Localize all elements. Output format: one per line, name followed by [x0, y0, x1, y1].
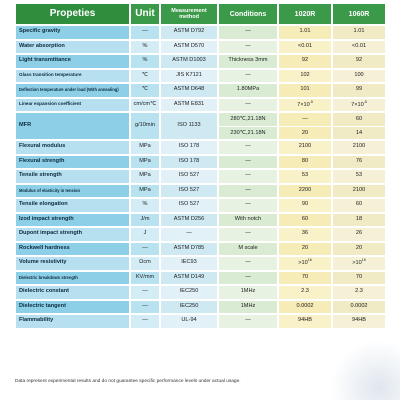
table-row [15, 213, 386, 228]
table-row [15, 271, 386, 286]
method-cell: ASTM D648 [160, 83, 218, 98]
property-name: Water absorption [15, 40, 130, 55]
table-row [15, 184, 386, 199]
header-grade-2: 1060R [332, 3, 386, 25]
method-cell: ISO 527 [160, 169, 218, 184]
unit-cell: J/m [130, 213, 160, 228]
grade-1-value: 0.0002 [278, 300, 332, 315]
property-name: Rockwell hardness [15, 242, 130, 257]
value-exponent: 16 [307, 258, 312, 263]
grade-2-value: 2100 [332, 184, 386, 199]
grade-1-value: 53 [278, 169, 332, 184]
grade-2-value: 70 [332, 271, 386, 286]
unit-cell: ℃ [130, 69, 160, 84]
property-name: MFR [15, 112, 130, 140]
table-row [15, 314, 386, 329]
table-row [15, 98, 386, 113]
header-conditions: Conditions [218, 3, 278, 25]
method-cell: ASTM D792 [160, 25, 218, 40]
table-row [15, 300, 386, 315]
grade-1-value: 20 [278, 242, 332, 257]
table-header-row [15, 3, 386, 25]
method-cell: ASTM D785 [160, 242, 218, 257]
grade-1-value [278, 98, 332, 113]
conditions-cell: — [218, 69, 278, 84]
property-name: Dielectric breakdown strength [15, 271, 130, 286]
method-cell: UL-94 [160, 314, 218, 329]
value-base: 7×10 [297, 101, 310, 108]
grade-2-value: 53 [332, 169, 386, 184]
unit-cell: Ωcm [130, 256, 160, 271]
unit-cell: MPa [130, 155, 160, 170]
method-cell: ASTM D570 [160, 40, 218, 55]
unit-cell: MPa [130, 184, 160, 199]
method-cell: IEC93 [160, 256, 218, 271]
grade-2-value: 99 [332, 83, 386, 98]
unit-cell: — [130, 314, 160, 329]
grade-2-value: 92 [332, 54, 386, 69]
table-row [15, 140, 386, 155]
header-grade-1: 1020R [278, 3, 332, 25]
header-method: Measurement method [160, 3, 218, 25]
method-cell: — [160, 227, 218, 242]
method-cell: ASTM D1003 [160, 54, 218, 69]
unit-cell: — [130, 300, 160, 315]
properties-table [15, 3, 386, 329]
property-name: Flexural strength [15, 155, 130, 170]
grade-2-value: 60 [332, 198, 386, 213]
table-row [15, 242, 386, 257]
grade-2-value: 1.01 [332, 25, 386, 40]
grade-1-value: 2200 [278, 184, 332, 199]
unit-cell: % [130, 198, 160, 213]
unit-cell: — [130, 285, 160, 300]
method-cell: IEC250 [160, 285, 218, 300]
grade-1-value: 36 [278, 227, 332, 242]
table-row [15, 54, 386, 69]
method-cell: IEC250 [160, 300, 218, 315]
unit-cell: MPa [130, 140, 160, 155]
grade-2-value: 2100 [332, 140, 386, 155]
property-name: Volume resistivity [15, 256, 130, 271]
property-name: Tensile strength [15, 169, 130, 184]
table-row [15, 69, 386, 84]
property-name: Flexural modulus [15, 140, 130, 155]
footnote: Data represent experimental results and do not guarantee specific performance levels under actual usage. [15, 379, 241, 384]
property-name: Dupont impact strength [15, 227, 130, 242]
value-line: 20 [279, 126, 331, 139]
value-base: >10 [298, 259, 308, 266]
value-exponent: 16 [361, 258, 366, 263]
property-name: Modulus of elasticity in tension [15, 184, 130, 199]
method-cell: ISO 1133 [160, 112, 218, 140]
table-row [15, 169, 386, 184]
conditions-cell: — [218, 184, 278, 199]
table-row [15, 112, 386, 140]
properties-sheet [15, 3, 386, 375]
grade-1-value: 2100 [278, 140, 332, 155]
property-name: Light transmittance [15, 54, 130, 69]
method-cell: ASTM D256 [160, 213, 218, 228]
grade-2-value [332, 112, 386, 140]
conditions-cell: — [218, 25, 278, 40]
grade-2-value: 18 [332, 213, 386, 228]
grade-1-value: 60 [278, 213, 332, 228]
conditions-cell: — [218, 98, 278, 113]
grade-1-value: 70 [278, 271, 332, 286]
value-base: >10 [352, 259, 362, 266]
property-name: Dielectric tangent [15, 300, 130, 315]
method-cell: ASTM E831 [160, 98, 218, 113]
conditions-line: 230℃,21.18N [219, 126, 277, 139]
unit-cell: MPa [130, 169, 160, 184]
method-cell: ISO 178 [160, 140, 218, 155]
unit-cell: ℃ [130, 83, 160, 98]
property-name: Specific gravity [15, 25, 130, 40]
grade-2-value: 20 [332, 242, 386, 257]
grade-1-value: 80 [278, 155, 332, 170]
unit-cell: — [130, 25, 160, 40]
value-exponent: -5 [363, 99, 367, 104]
method-cell: ASTM D149 [160, 271, 218, 286]
conditions-cell: — [218, 198, 278, 213]
conditions-cell: With notch [218, 213, 278, 228]
property-name: Izod impact strength [15, 213, 130, 228]
value-line: 60 [355, 116, 363, 122]
grade-1-value: 2.3 [278, 285, 332, 300]
conditions-cell: — [218, 271, 278, 286]
conditions-cell: — [218, 140, 278, 155]
method-cell: ISO 527 [160, 184, 218, 199]
table-row [15, 83, 386, 98]
grade-1-value: <0.01 [278, 40, 332, 55]
value-base: 7×10 [351, 101, 364, 108]
conditions-cell: 1.80MPa [218, 83, 278, 98]
table-row [15, 227, 386, 242]
conditions-cell: — [218, 40, 278, 55]
unit-cell: g/10min [130, 112, 160, 140]
method-cell: ISO 178 [160, 155, 218, 170]
property-name: Tensile elongation [15, 198, 130, 213]
grade-2-value: 76 [332, 155, 386, 170]
method-cell: ISO 527 [160, 198, 218, 213]
property-name: Flammability [15, 314, 130, 329]
grade-2-value: 100 [332, 69, 386, 84]
unit-cell: KV/mm [130, 271, 160, 286]
method-cell: JIS K7121 [160, 69, 218, 84]
conditions-cell: Thickness 3mm [218, 54, 278, 69]
table-row [15, 285, 386, 300]
table-row [15, 256, 386, 271]
unit-cell: — [130, 242, 160, 257]
conditions-cell: — [218, 155, 278, 170]
property-name: Glass transition temperature [15, 69, 130, 84]
grade-2-value: 0.0002 [332, 300, 386, 315]
unit-cell: J [130, 227, 160, 242]
conditions-cell: — [218, 314, 278, 329]
table-row [15, 25, 386, 40]
grade-2-value: <0.01 [332, 40, 386, 55]
property-name: Dielectric constant [15, 285, 130, 300]
grade-1-value [278, 112, 332, 140]
grade-2-value: 2.3 [332, 285, 386, 300]
property-name: Linear expansion coefficient [15, 98, 130, 113]
unit-cell: cm/cm℃ [130, 98, 160, 113]
table-row [15, 198, 386, 213]
conditions-cell: — [218, 169, 278, 184]
value-line: — [302, 116, 308, 122]
conditions-cell: 1MHz [218, 285, 278, 300]
grade-1-value: 92 [278, 54, 332, 69]
grade-1-value [278, 256, 332, 271]
grade-2-value [332, 256, 386, 271]
conditions-line: 280℃,21.18N [230, 116, 266, 122]
grade-1-value: 94HB [278, 314, 332, 329]
property-name: Deflection temperature under load (With annealing) [15, 83, 130, 98]
grade-1-value: 101 [278, 83, 332, 98]
value-line: 14 [333, 126, 385, 139]
value-exponent: -5 [309, 99, 313, 104]
grade-2-value: 26 [332, 227, 386, 242]
grade-1-value: 90 [278, 198, 332, 213]
grade-1-value: 1.01 [278, 25, 332, 40]
table-row [15, 155, 386, 170]
conditions-cell: — [218, 256, 278, 271]
grade-2-value [332, 98, 386, 113]
conditions-cell [218, 112, 278, 140]
header-property: Propeties [15, 3, 130, 25]
conditions-cell: — [218, 227, 278, 242]
table-row [15, 40, 386, 55]
conditions-cell: M scale [218, 242, 278, 257]
conditions-cell: 1MHz [218, 300, 278, 315]
header-unit: Unit [130, 3, 160, 25]
unit-cell: % [130, 54, 160, 69]
unit-cell: % [130, 40, 160, 55]
grade-1-value: 102 [278, 69, 332, 84]
grade-2-value: 94HB [332, 314, 386, 329]
